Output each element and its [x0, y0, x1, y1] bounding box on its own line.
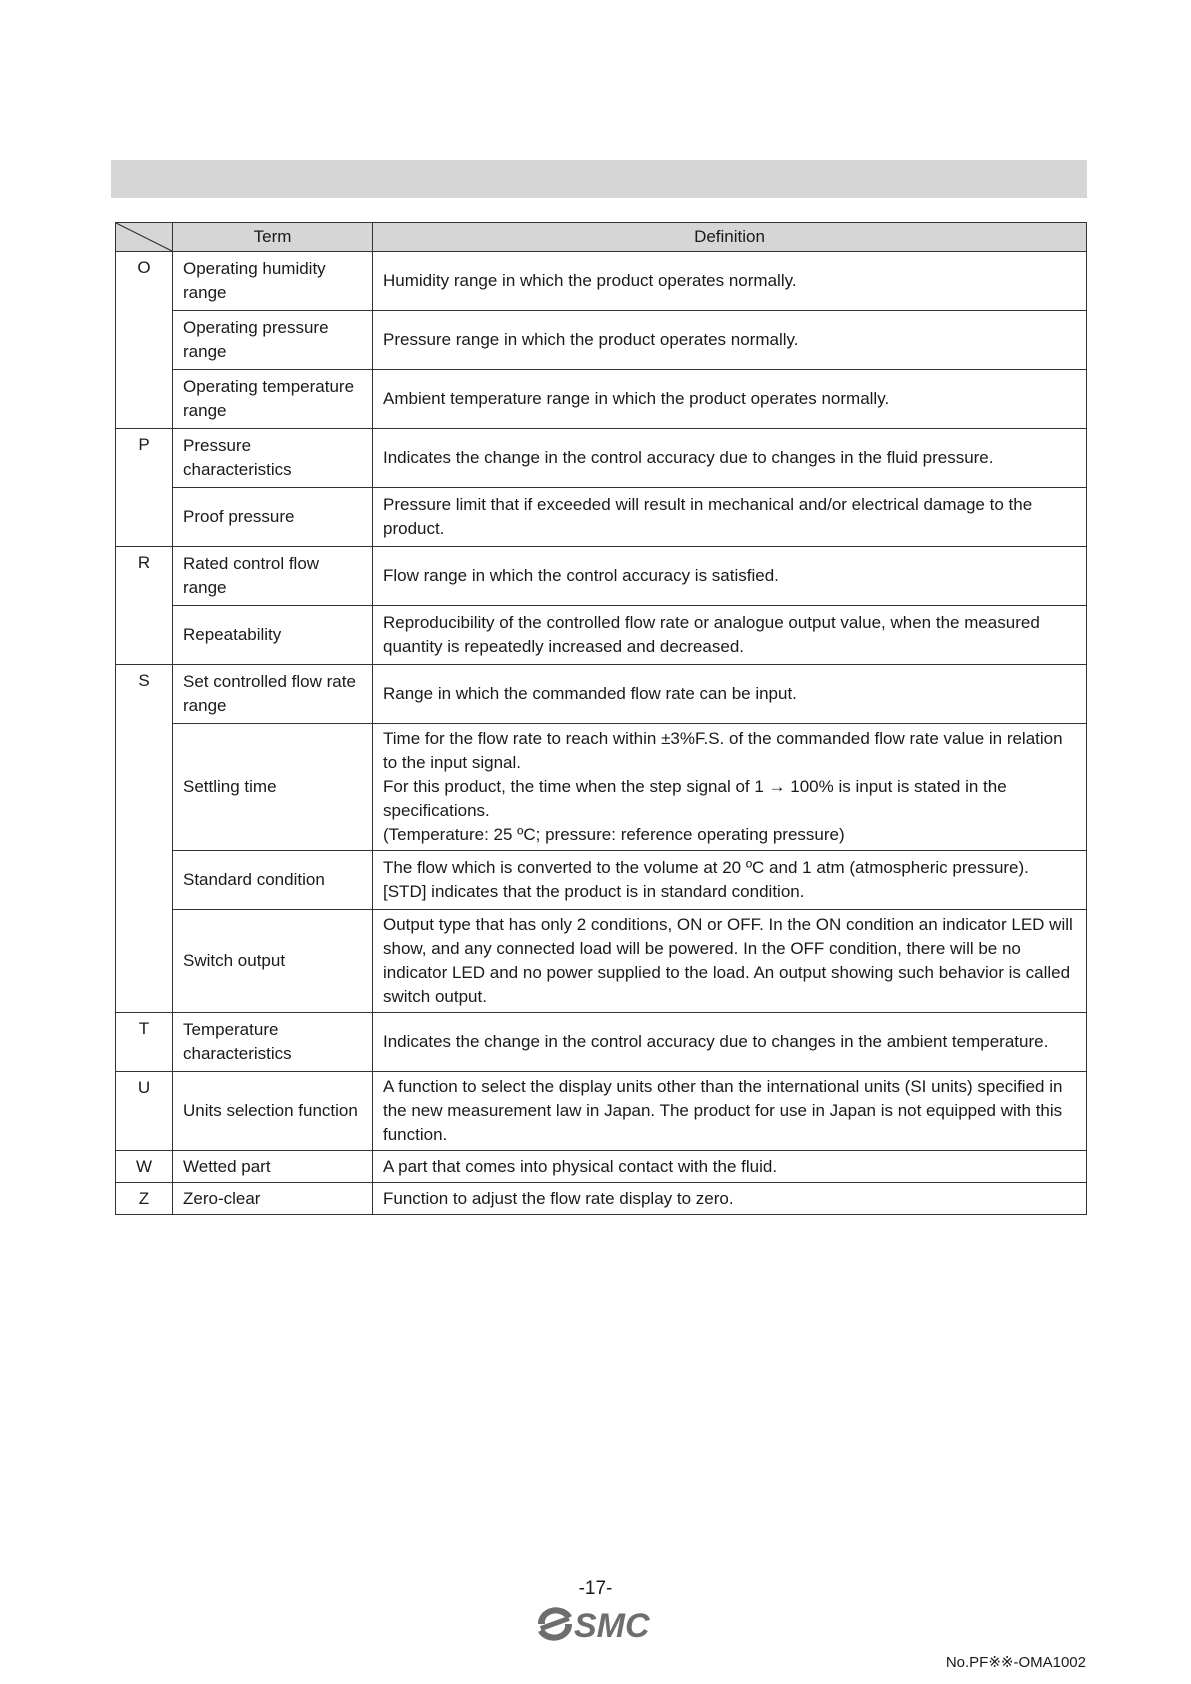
table-row: [116, 252, 1087, 311]
definition-line: Pressure limit that if exceeded will result in mechanical and/or electrical damage to the product.: [383, 495, 1033, 538]
definition-line: (Temperature: 25 ºC; pressure: reference operating pressure): [383, 825, 845, 844]
term-cell: Standard condition: [173, 851, 373, 910]
term-cell: Operating temperature range: [173, 370, 373, 429]
definition-cell: [373, 311, 1087, 370]
definition-cell: [373, 851, 1087, 910]
definition-line: For this product, the time when the step signal of 1 → 100% is input is stated in the specifications.: [383, 777, 1007, 820]
definition-cell: [373, 724, 1087, 851]
definition-line: Indicates the change in the control accuracy due to changes in the fluid pressure.: [383, 448, 994, 467]
definition-cell: [373, 370, 1087, 429]
group-letter: W: [116, 1151, 173, 1183]
definition-line: Reproducibility of the controlled flow rate or analogue output value, when the measured quantity is repeatedly increased and decreased.: [383, 613, 1040, 656]
term-cell: Rated control flow range: [173, 547, 373, 606]
group-letter: T: [116, 1013, 173, 1072]
group-letter: U: [116, 1072, 173, 1151]
table-row: [116, 665, 1087, 724]
term-cell: Repeatability: [173, 606, 373, 665]
definition-line: [STD] indicates that the product is in standard condition.: [383, 882, 805, 901]
table-row: [116, 311, 1087, 370]
definition-line: Function to adjust the flow rate display to zero.: [383, 1188, 734, 1208]
table-row: [116, 606, 1087, 665]
table-row: [116, 1151, 1087, 1183]
definition-cell: [373, 252, 1087, 311]
group-letter: Z: [116, 1183, 173, 1215]
definition-line: A function to select the display units other than the international units (SI units) specified in the new measurement law in Japan. The product for use in Japan is not equipped with this function.: [383, 1077, 1063, 1144]
document-number: No.PF※※-OMA1002: [945, 1654, 1086, 1671]
definition-line: Range in which the commanded flow rate can be input.: [383, 684, 797, 703]
group-letter: O: [116, 252, 173, 429]
table-row: [116, 1183, 1087, 1215]
table-row: [116, 851, 1087, 910]
term-cell: Operating pressure range: [173, 311, 373, 370]
definition-cell: [373, 547, 1087, 606]
group-letter: R: [116, 547, 173, 665]
definition-cell: [373, 429, 1087, 488]
definition-cell: [373, 488, 1087, 547]
group-letter: P: [116, 429, 173, 547]
definition-cell: [373, 665, 1087, 724]
table-row: [116, 910, 1087, 1013]
term-cell: Temperature characteristics: [173, 1013, 373, 1072]
table-row: [116, 1072, 1087, 1151]
term-cell: Zero-clear: [173, 1183, 373, 1215]
glossary-table: [115, 222, 1087, 1215]
table-row: [116, 488, 1087, 547]
table-row: [116, 1013, 1087, 1072]
table-row: [116, 724, 1087, 851]
definition-line: A part that comes into physical contact with the fluid.: [383, 1156, 778, 1176]
table-row: [116, 370, 1087, 429]
definition-line: Time for the flow rate to reach within ±3%F.S. of the commanded flow rate value in relation to the input signal.: [383, 729, 1063, 772]
definition-column-header: Definition: [373, 223, 1087, 252]
table-header-row: [116, 223, 1087, 252]
definition-line: Ambient temperature range in which the product operates normally.: [383, 389, 890, 408]
term-cell: Wetted part: [173, 1151, 373, 1183]
definition-cell: [373, 1013, 1087, 1072]
term-cell: Operating humidity range: [173, 252, 373, 311]
logo-wordmark: SMC: [574, 1607, 650, 1645]
term-cell: Proof pressure: [173, 488, 373, 547]
definition-line: Flow range in which the control accuracy is satisfied.: [383, 566, 779, 585]
corner-cell: [116, 223, 173, 252]
table-row: [116, 429, 1087, 488]
term-cell: Set controlled flow rate range: [173, 665, 373, 724]
smc-logo: [534, 1602, 664, 1646]
definition-cell: [373, 606, 1087, 665]
term-cell: Pressure characteristics: [173, 429, 373, 488]
definition-line: Output type that has only 2 conditions, ON or OFF. In the ON condition an indicator LED will show, and any connected load will be powered. In the OFF condition, there will be no indicator LED and no power supplied to the load. An output showing such behavior is called switch output.: [383, 915, 1073, 1006]
definition-cell: [373, 1072, 1087, 1151]
definition-cell: [373, 910, 1087, 1013]
definition-line: The flow which is converted to the volume at 20 ºC and 1 atm (atmospheric pressure).: [383, 858, 1029, 877]
page-number: -17-: [578, 1578, 613, 1599]
definition-line: Pressure range in which the product operates normally.: [383, 330, 799, 349]
glossary-body: [116, 252, 1087, 1215]
definition-cell: [373, 1151, 1087, 1183]
table-row: [116, 547, 1087, 606]
group-letter: S: [116, 665, 173, 1013]
definition-cell: [373, 1183, 1087, 1215]
section-header-bar: [111, 160, 1087, 198]
term-cell: Settling time: [173, 724, 373, 851]
corner-diagonal-line: [116, 223, 172, 251]
term-cell: Switch output: [173, 910, 373, 1013]
definition-line: Indicates the change in the control accuracy due to changes in the ambient temperature.: [383, 1032, 1049, 1051]
term-column-header: Term: [173, 223, 373, 252]
definition-line: Humidity range in which the product operates normally.: [383, 271, 797, 290]
term-cell: Units selection function: [173, 1072, 373, 1151]
